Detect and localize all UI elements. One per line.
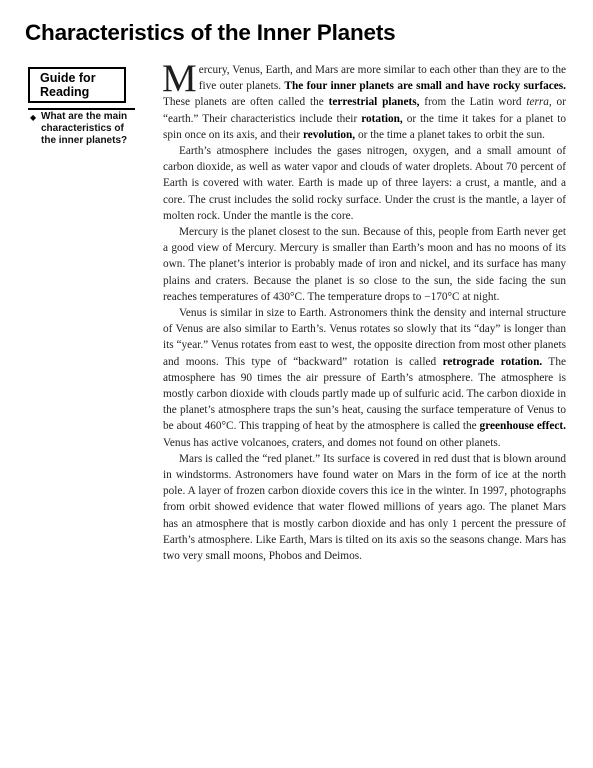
diamond-bullet-icon: ◆ <box>30 113 37 122</box>
text-run: or the time a planet takes to orbit the sun. <box>355 128 545 141</box>
term-rotation: rotation, <box>361 112 403 125</box>
paragraph-earth: Earth’s atmosphere includes the gases nitrogen, oxygen, and a small amount of carbon dioxide, as well as water vapor and clouds of water droplets. About 70 percent of Earth is covered with water. Earth is made up of three layers: a crust, a mantle, and a core. The crust includes the solid rocky surface. Under the crust is the mantle, a layer of molten rock. Under the mantle is the core. <box>163 145 566 222</box>
guide-divider <box>28 108 135 110</box>
text-run: Venus is similar in size to Earth. Astronomers think the density and internal structure of Venus are also similar to Earth’s. Venus rotates so slowly that its “day” is longer than its “year.” Venus rotates from east to west, the opposite direction from most other planets and moons. This type of “backward” rotation is called <box>163 307 566 368</box>
paragraph-mercury: Mercury is the planet closest to the sun. Because of this, people from Earth never get a good view of Mercury. Mercury is smaller than Earth’s moon and has no moons of its own. The planet’s interior is probably made of iron and nickel, and its surface has many plains and craters. Because the planet is so close to the sun, the side facing the sun reaches temperatures of 430°C. The temperature drops to −170°C at night. <box>163 226 566 303</box>
key-sentence: The four inner planets are small and have rocky surfaces. <box>284 80 566 93</box>
guide-for-reading-box <box>28 67 126 103</box>
text-run: or the time it takes for a planet to spin once on its axis, and their <box>163 112 566 141</box>
text-run: ercury, Venus, Earth, and Mars are more similar to each other than they are to the five outer planets. <box>198 64 566 93</box>
guide-question: What are the main characteristics of the inner planets? <box>41 111 128 147</box>
guide-heading-line2: Reading <box>40 85 90 99</box>
guide-heading-line1: Guide for <box>40 71 96 85</box>
page-title: Characteristics of the Inner Planets <box>25 20 396 45</box>
text-run: or “earth.” Their characteristics include their <box>163 96 566 125</box>
latin-word: terra, <box>526 96 552 109</box>
text-run: The atmosphere has 90 times the air pressure of Earth’s atmosphere. The atmosphere is mostly carbon dioxide with clouds partly made up of sulfuric acid. The carbon dioxide in the planet’s atmosphere traps the sun’s heat, causing the surface temperature of Venus to be about 460°C. This trapping of heat by the atmosphere is called the <box>163 355 566 433</box>
paragraph-venus <box>163 305 566 451</box>
text-run: Venus has active volcanoes, craters, and domes not found on other planets. <box>163 436 501 449</box>
drop-cap: M <box>162 57 197 100</box>
paragraph-mars: Mars is called the “red planet.” Its surface is covered in red dust that is blown around in windstorms. Astronomers have found water on Mars in the form of ice at the north pole. A layer of frozen carbon dioxide covers this ice in the winter. In 1997, photographs from orbit showed evidence that water flowed millions of years ago. The planet Mars has an atmosphere that is mostly carbon dioxide and has only 1 percent the pressure of Earth’s atmosphere. Like Earth, Mars is tilted on its axis so the seasons change. Mars has two very small moons, Phobos and Deimos. <box>163 452 566 563</box>
term-retrograde-rotation: retrograde rotation. <box>442 355 543 368</box>
article-body <box>162 57 566 564</box>
text-run: These planets are often called the <box>163 96 329 109</box>
term-revolution: revolution, <box>302 128 356 141</box>
paragraph-mercury-venus-earth-mars <box>162 57 566 143</box>
term-terrestrial-planets: terrestrial planets, <box>328 96 420 109</box>
term-greenhouse-effect: greenhouse effect. <box>479 420 566 433</box>
text-run: from the Latin word <box>419 96 527 109</box>
